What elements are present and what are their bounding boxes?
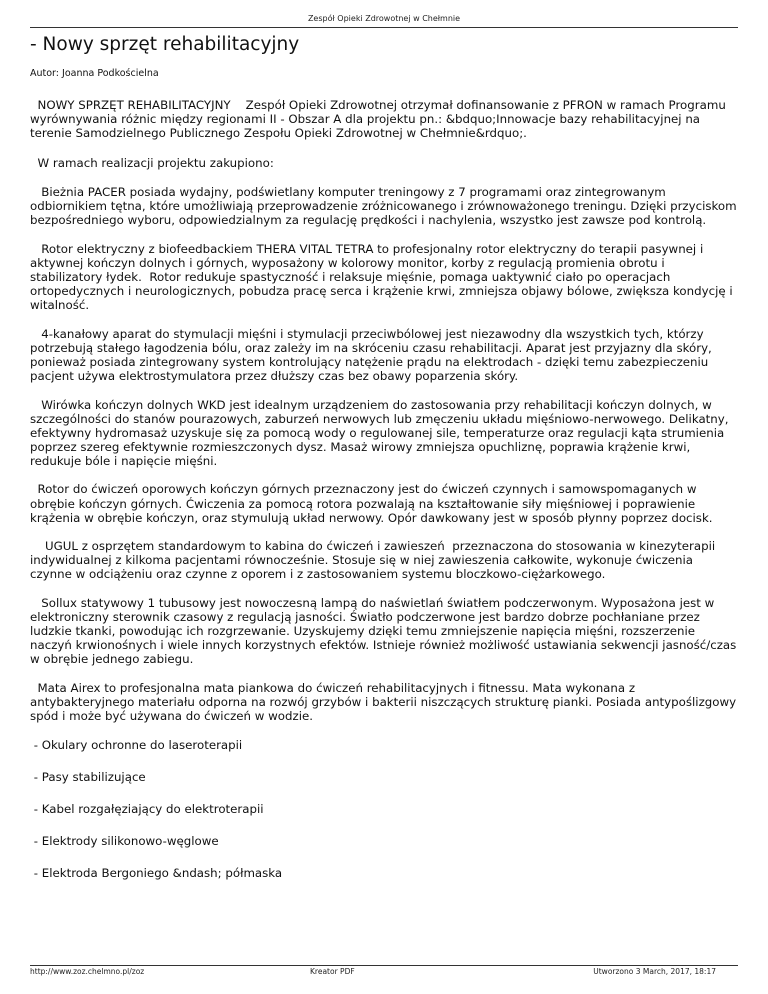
list-item: - Okulary ochronne do laseroterapii [30, 737, 243, 752]
footer-created-date: Utworzono 3 March, 2017, 18:17 [593, 967, 716, 976]
paragraph-stimulator: 4-kanałowy aparat do stymulacji mięśni i stymulacji przeciwbólowej jest niezawodny dla wszystkich tych, którzy potrzebują stałego łagodzenia bólu, oraz zależy im na skróceniu czasu rehabilitacji. Aparat jest przyjazny dla skóry, ponieważ posiada zintegrowany system kontrolujący natężenie prądu na elektrodach - dzięki temu zabezpieczeniu pacjent używa elektrostymulatora przez dłuższy czas bez obawy poparzenia skóry. [30, 326, 716, 383]
footer-url-link[interactable]: http://www.zoz.chelmno.pl/zoz [30, 967, 145, 976]
list-item: - Elektrody silikonowo-węglowe [30, 834, 219, 849]
author-line [30, 68, 159, 79]
paragraph-electric-rotor: Rotor elektryczny z biofeedbackiem THERA VITAL TETRA to profesjonalny rotor elektryczny do terapii pasywnej i aktywnej kończyn dolnych i górnych, wyposażony w kolorowy monitor, korby z regulacją promienia obrotu i stabilizatory łydek. Rotor redukuje spastyczność i relaksuje mięśnie, pomaga uaktywnić ciało po operacjach ortopedycznych i neurologicznych, pobudza pracę serca i krążenie krwi, zmniejsza objawy bólowe, zwiększa kondycję i witalność. [30, 241, 737, 313]
author-name: Joanna Podkościelna [62, 68, 159, 79]
paragraph-airex-mat: Mata Airex to profesjonalna mata piankowa do ćwiczeń rehabilitacyjnych i fitnessu. Mata wykonana z antybakteryjnego materiału odporna na rozwój grzybów i bakterii niszczących strukturę pianki. Posiada antypoślizgowy spód i może być używana do ćwiczeń w wodzie. [30, 681, 740, 724]
page-header: Zespół Opieki Zdrowotnej w Chełmnie [307, 14, 461, 23]
list-item: - Elektroda Bergoniego &ndash; półmaska [30, 866, 283, 881]
paragraph-ugul: UGUL z osprzętem standardowym to kabina do ćwiczeń i zawieszeń przeznaczona do stosowania w kinezyterapii indywidualnej z kilkoma pacjentami równocześnie. Stosuje się w niej zawieszenia całkowite, wykonuje ćwiczenia czynne w odciążeniu oraz czynne z oporem i z zastosowaniem systemu bloczkowo-ciężarkowego. [30, 539, 719, 582]
author-label: Autor: [30, 68, 59, 79]
footer-divider [30, 965, 738, 966]
paragraph-whirlpool: Wirówka kończyn dolnych WKD jest idealnym urządzeniem do zastosowania przy rehabilitacji kończyn dolnych, w szczególności do stanów pourazowych, zaburzeń nerwowych lub zmęczeniu układu mięśniowo-nerwowego. Delikatny, efektywny hydromasaż uzyskuje się za pomocą wody o regulowanej sile, temperaturze oraz regulacji kąta strumienia poprzez szereg efektywnie rozmieszczonych dysz. Masaż wirowy zmniejsza opuchliznę, poprawia krążenie krwi, redukuje bóle i napięcie mięśni. [30, 397, 733, 468]
paragraph-treadmill: Bieżnia PACER posiada wydajny, podświetlany komputer treningowy z 7 programami oraz zintegrowanym odbiornikiem tętna, które umożliwiają przeprowadzenie zróżnicowanego i zrównoważonego treningu. Dzięki przyciskom bezpośredniego wyboru, odpowiedzialnym za regulację prędkości i nachylenia, wszystko jest zawsze pod kontrolą. [30, 184, 741, 228]
list-item: - Pasy stabilizujące [30, 769, 146, 784]
list-item: - Kabel rozgałęziający do elektroterapii [30, 801, 264, 816]
article-title: - Nowy sprzęt rehabilitacyjny [30, 34, 300, 55]
footer-generator: Kreator PDF [310, 967, 355, 976]
equipment-list [30, 738, 738, 880]
paragraph-sollux: Sollux statywowy 1 tubusowy jest nowoczesną lampą do naświetlań światłem podczerwonym. Wyposażona jest w elektroniczny sterownik czasowy z regulacją jasności. Światło podczerwone jest bardzo dobrze pochłaniane przez ludzkie tkanki, powodując ich rozgrzewanie. Uzyskujemy dzięki temu zmniejszenie napięcia mięśni, rozszerzenie naczyń krwionośnych i wiele innych korzystnych efektów. Istnieje również możliwość ustawiania sekwencji jasność/czas w obrębie jednego zabiegu. [30, 596, 741, 667]
article-body [30, 98, 741, 898]
paragraph-resistance-rotor: Rotor do ćwiczeń oporowych kończyn górnych przeznaczony jest do ćwiczeń czynnych i samowspomaganych w obrębie kończyn górnych. Ćwiczenia za pomocą rotora pozwalają na kształtowanie siły mięśniowej i poprawienie krążenia w obrębie kończyn, oraz stymulują układ nerwowy. Opór dawkowany jest w sposób płynny poprzez docisk. [30, 482, 713, 525]
intro-paragraph: NOWY SPRZĘT REHABILITACYJNY Zespół Opieki Zdrowotnej otrzymał dofinansowanie z PFRON w ramach Programu wyrównywania różnic między regionami II - Obszar A dla projektu pn.: &bdquo;Innowacje bazy rehabilitacyjnej na terenie Samodzielnego Publicznego Zespołu Opieki Zdrowotnej w Chełmnie&rdquo;. [30, 98, 730, 141]
purchase-intro: W ramach realizacji projektu zakupiono: [30, 156, 274, 171]
header-divider [30, 27, 738, 28]
